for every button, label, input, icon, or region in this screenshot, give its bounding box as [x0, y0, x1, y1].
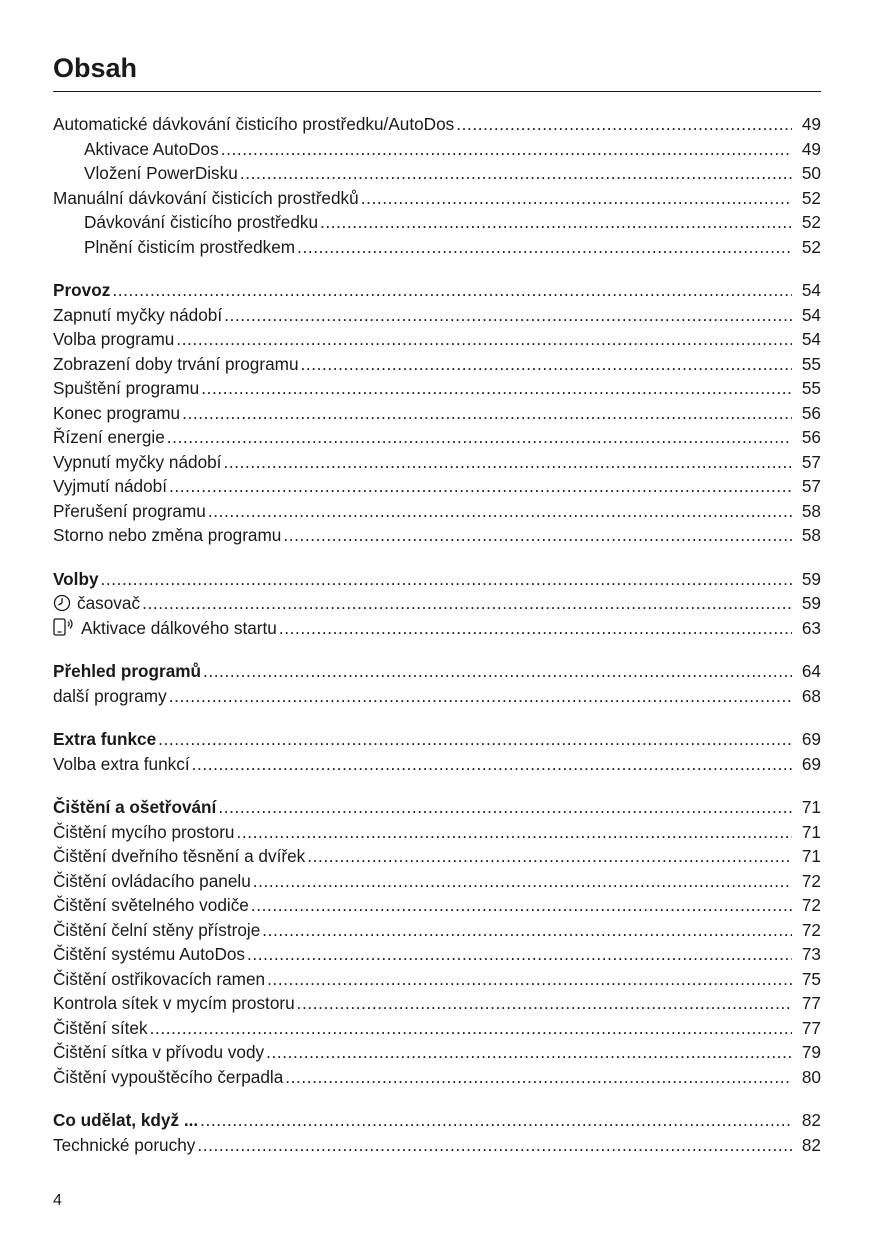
toc-group-autodos [53, 112, 821, 259]
toc-entry-page: 56 [801, 402, 821, 423]
toc-entry[interactable] [53, 210, 821, 235]
toc-entry[interactable] [53, 352, 821, 377]
toc-entry[interactable] [53, 499, 821, 524]
toc-entry[interactable] [53, 112, 821, 137]
dot-leader [200, 1108, 792, 1133]
toc-entry-title: Přerušení programu [53, 500, 206, 521]
toc-entry[interactable] [53, 918, 821, 943]
dot-leader [169, 684, 792, 709]
toc-entry-title: Technické poruchy [53, 1134, 196, 1155]
toc-entry-title: Řízení energie [53, 427, 165, 447]
toc-entry-page: 71 [801, 797, 821, 817]
toc-group-provoz [53, 278, 821, 548]
toc-entry-page: 52 [801, 187, 821, 208]
toc-entry-page: 58 [801, 525, 821, 545]
toc-group-co-udelat [53, 1108, 821, 1157]
toc-section-heading[interactable] [53, 659, 821, 684]
toc-entry-title: další programy [53, 685, 167, 706]
dot-leader [223, 450, 792, 475]
dot-leader [456, 112, 792, 137]
dot-leader [240, 161, 792, 186]
toc-section-heading[interactable] [53, 727, 821, 752]
dot-leader [251, 893, 792, 918]
toc-entry[interactable] [53, 235, 821, 260]
dot-leader [142, 591, 792, 616]
toc-entry-title: Volba programu [53, 329, 175, 349]
toc-entry[interactable] [53, 752, 821, 777]
toc-entry-page: 71 [801, 821, 821, 842]
toc-entry[interactable] [53, 967, 821, 992]
dot-leader [297, 235, 792, 260]
toc-group-cisteni [53, 795, 821, 1089]
toc-entry-page: 68 [801, 685, 821, 706]
dot-leader [253, 869, 792, 894]
toc-entry-title: Čištění čelní stěny přístroje [53, 919, 261, 940]
toc-entry-title: Čištění světelného vodiče [53, 895, 249, 915]
toc-entry[interactable] [53, 186, 821, 211]
toc-entry-title: Zobrazení doby trvání programu [53, 353, 299, 374]
toc-entry-title: Manuální dávkování čisticích prostředků [53, 187, 359, 208]
toc-entry-label: Aktivace dálkového startu [81, 617, 277, 638]
toc-entry[interactable] [53, 376, 821, 401]
toc-entry-title: Plnění čisticím prostředkem [84, 236, 296, 257]
toc-entry-page: 82 [801, 1134, 821, 1155]
dot-leader [267, 967, 792, 992]
toc-entry-title: Čištění ovládacího panelu [53, 870, 251, 891]
toc-entry[interactable] [53, 1016, 821, 1041]
dot-leader [285, 1065, 792, 1090]
dot-leader [192, 752, 792, 777]
toc-entry-page: 69 [801, 729, 821, 749]
toc-entry[interactable] [53, 684, 821, 709]
toc-entry-title: Spuštění programu [53, 378, 200, 398]
toc-entry-title: Provoz [53, 280, 111, 300]
dot-leader [150, 1016, 792, 1041]
toc-entry-page: 79 [801, 1042, 821, 1062]
toc-entry[interactable] [53, 844, 821, 869]
toc-entry[interactable] [53, 1065, 821, 1090]
toc-entry-page: 72 [801, 895, 821, 915]
toc-entry[interactable] [53, 893, 821, 918]
toc-entry-page: 77 [801, 993, 821, 1013]
toc-entry[interactable] [53, 869, 821, 894]
page-title: Obsah [53, 53, 138, 83]
toc-entry-title: Čištění ostřikovacích ramen [53, 968, 266, 989]
toc-entry-title: Automatické dávkování čisticího prostředku/AutoDos [53, 114, 455, 134]
toc-entry-page: 63 [801, 617, 821, 638]
toc-entry-page: 52 [801, 236, 821, 257]
dot-leader [169, 474, 792, 499]
toc-entry[interactable] [53, 591, 821, 616]
dot-leader [221, 137, 792, 162]
toc-entry-title: Konec programu [53, 402, 181, 423]
dot-leader [218, 795, 792, 820]
toc-entry-page: 54 [801, 304, 821, 325]
dot-leader [197, 1133, 792, 1158]
table-of-contents [53, 112, 821, 1176]
toc-entry[interactable] [53, 401, 821, 426]
toc-entry-page: 59 [801, 593, 821, 613]
toc-group-extra-funkce [53, 727, 821, 776]
toc-entry-page: 57 [801, 451, 821, 472]
toc-entry-page: 77 [801, 1017, 821, 1038]
toc-entry[interactable] [53, 820, 821, 845]
toc-entry[interactable] [53, 616, 821, 641]
toc-entry-title: Aktivace AutoDos [84, 138, 219, 159]
toc-entry-page: 64 [801, 661, 821, 681]
toc-entry[interactable] [53, 303, 821, 328]
toc-section-heading[interactable] [53, 567, 821, 592]
toc-entry-page: 54 [801, 280, 821, 300]
dot-leader [182, 401, 792, 426]
toc-entry-page: 57 [801, 476, 821, 496]
dot-leader [203, 659, 792, 684]
toc-entry-title: Extra funkce [53, 729, 157, 749]
toc-entry-title: Čištění mycího prostoru [53, 821, 235, 842]
toc-entry[interactable] [53, 474, 821, 499]
dot-leader [283, 523, 792, 548]
toc-entry-title: Čištění dveřního těsnění a dvířek [53, 846, 306, 866]
toc-entry-title: Vypnutí myčky nádobí [53, 451, 222, 472]
toc-entry-page: 49 [801, 138, 821, 159]
toc-group-volby [53, 567, 821, 641]
toc-entry-page: 54 [801, 329, 821, 349]
toc-entry[interactable] [53, 137, 821, 162]
toc-entry-title: Přehled programů [53, 661, 202, 681]
dot-leader [101, 567, 792, 592]
dot-leader [176, 327, 792, 352]
dot-leader [262, 918, 792, 943]
toc-entry-page: 72 [801, 870, 821, 891]
toc-entry[interactable] [53, 991, 821, 1016]
toc-entry-title: Zapnutí myčky nádobí [53, 304, 223, 325]
toc-entry-title: Vyjmutí nádobí [53, 476, 168, 496]
toc-entry-page: 82 [801, 1110, 821, 1130]
toc-entry[interactable] [53, 327, 821, 352]
toc-entry[interactable] [53, 1040, 821, 1065]
toc-entry-page: 55 [801, 378, 821, 398]
toc-entry-page: 58 [801, 500, 821, 521]
toc-entry-page: 56 [801, 427, 821, 447]
toc-entry-page: 59 [801, 568, 821, 589]
toc-entry-title: Čištění sítka v přívodu vody [53, 1042, 265, 1062]
toc-entry-page: 50 [801, 163, 821, 183]
toc-entry-title: Co udělat, když ... [53, 1110, 199, 1130]
dot-leader [297, 991, 792, 1016]
toc-entry[interactable] [53, 942, 821, 967]
toc-entry-title: Čištění vypouštěcího čerpadla [53, 1066, 284, 1087]
toc-entry[interactable] [53, 1133, 821, 1158]
dot-leader [301, 352, 792, 377]
toc-entry-page: 80 [801, 1066, 821, 1087]
toc-entry-title: Storno nebo změna programu [53, 525, 282, 545]
title-divider [53, 91, 821, 92]
toc-entry-page: 72 [801, 919, 821, 940]
toc-entry[interactable] [53, 425, 821, 450]
toc-entry-title: Volba extra funkcí [53, 753, 190, 774]
toc-section-heading[interactable] [53, 278, 821, 303]
toc-entry-title-with-icon [53, 616, 277, 644]
toc-entry-title-with-icon [53, 591, 140, 619]
toc-entry-title: Čištění systému AutoDos [53, 944, 246, 964]
dot-leader [307, 844, 792, 869]
toc-entry-title: Kontrola sítek v mycím prostoru [53, 993, 295, 1013]
toc-section-heading[interactable] [53, 795, 821, 820]
toc-entry-title: Čištění a ošetřování [53, 797, 217, 817]
dot-leader [112, 278, 792, 303]
page-number: 4 [53, 1192, 62, 1209]
toc-entry-page: 71 [801, 846, 821, 866]
dot-leader [266, 1040, 792, 1065]
dot-leader [320, 210, 792, 235]
toc-entry-page: 73 [801, 944, 821, 964]
toc-entry[interactable] [53, 161, 821, 186]
toc-entry[interactable] [53, 523, 821, 548]
dot-leader [247, 942, 792, 967]
dot-leader [208, 499, 792, 524]
toc-entry-page: 55 [801, 353, 821, 374]
toc-entry-title: Dávkování čisticího prostředku [84, 212, 319, 232]
toc-entry-label: časovač [77, 593, 141, 613]
toc-entry-title: Čištění sítek [53, 1017, 148, 1038]
dot-leader [201, 376, 792, 401]
toc-entry-page: 69 [801, 753, 821, 774]
toc-entry-page: 52 [801, 212, 821, 232]
toc-entry-title: Volby [53, 568, 99, 589]
toc-entry[interactable] [53, 450, 821, 475]
dot-leader [237, 820, 793, 845]
toc-entry-page: 49 [801, 114, 821, 134]
dot-leader [279, 616, 792, 641]
dot-leader [167, 425, 792, 450]
dot-leader [224, 303, 792, 328]
toc-group-prehled-programu [53, 659, 821, 708]
toc-entry-title: Vložení PowerDisku [84, 163, 238, 183]
dot-leader [361, 186, 792, 211]
remote-start-icon [53, 617, 75, 644]
toc-section-heading[interactable] [53, 1108, 821, 1133]
toc-entry-page: 75 [801, 968, 821, 989]
dot-leader [158, 727, 792, 752]
